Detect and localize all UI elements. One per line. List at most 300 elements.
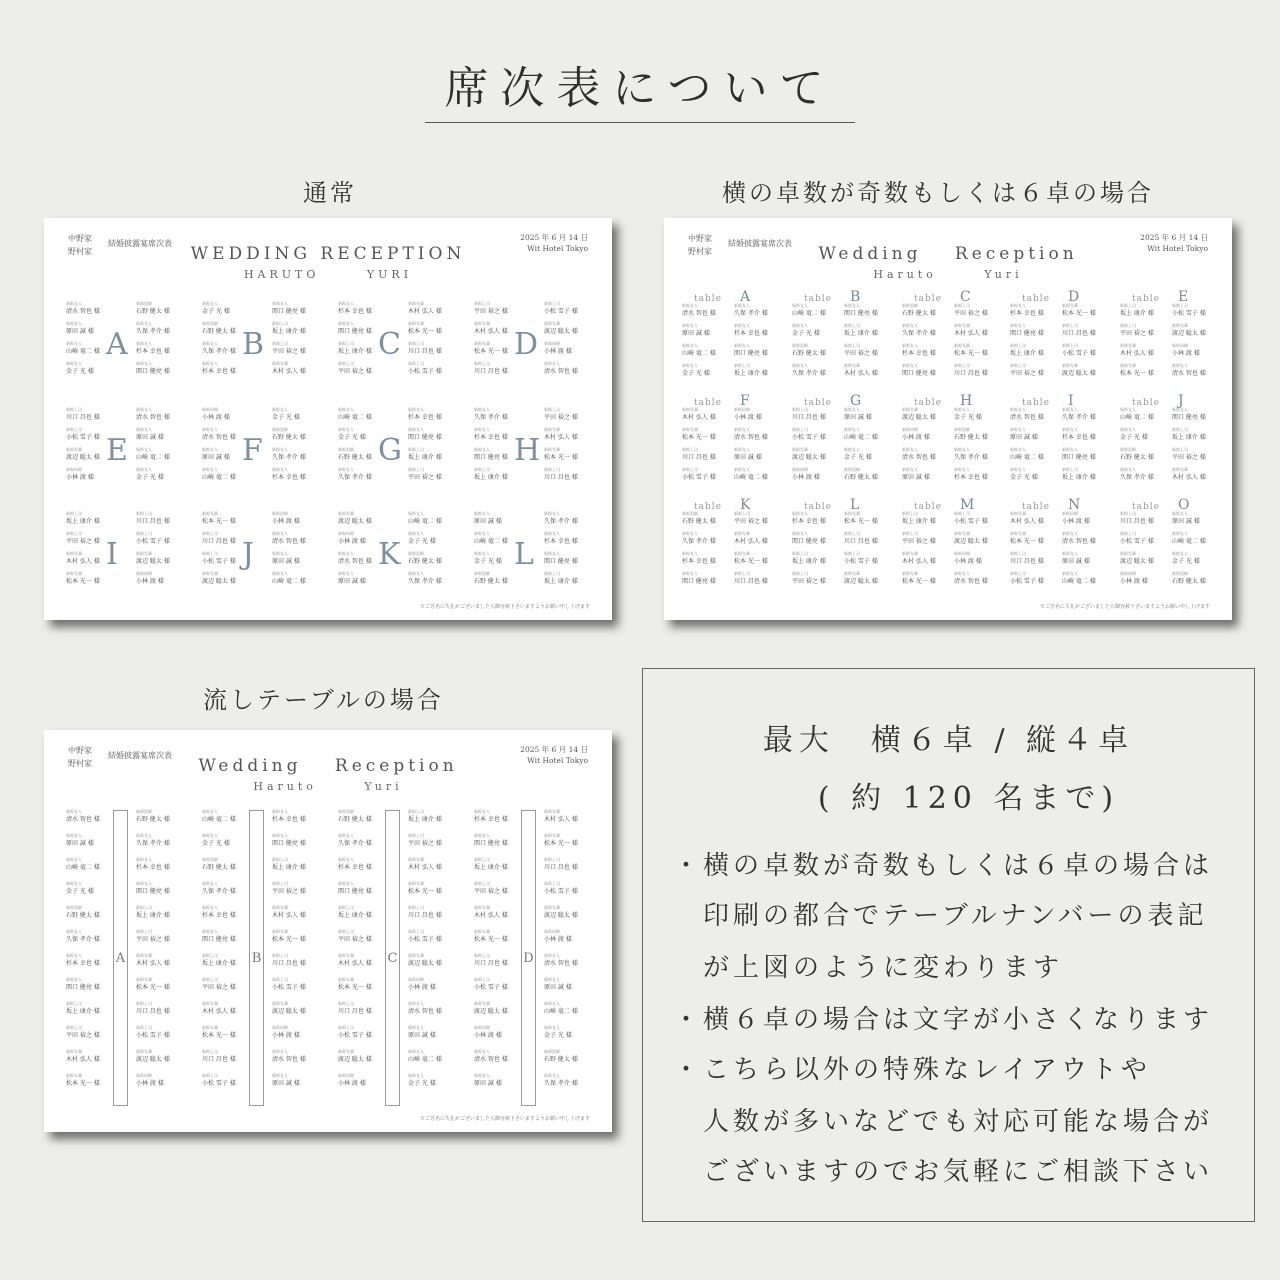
guest-name: 平田 裕之 様 — [792, 578, 826, 585]
guest-entry — [734, 446, 786, 466]
guest-entry — [544, 952, 596, 976]
guest-name: 木村 弘人 様 — [66, 558, 100, 565]
guest-name: 山崎 竜二 様 — [408, 1056, 442, 1063]
guest-title: 新郎友人 — [408, 531, 424, 536]
table-letter: B — [251, 951, 262, 966]
guest-list — [902, 510, 954, 590]
guest-name: 関口 健亮 様 — [272, 840, 306, 847]
guest-name: 坂上 康介 様 — [272, 328, 306, 335]
guest-name: 木村 弘人 様 — [408, 864, 442, 871]
guest-name: 小林 渡 様 — [792, 474, 820, 481]
guest-entry — [1120, 550, 1172, 570]
couple-names: Haruto Yuri — [873, 268, 1023, 281]
guest-entry — [1062, 510, 1114, 530]
long-table — [113, 810, 128, 1106]
guest-entry — [792, 406, 844, 426]
guest-title: 新郎恩師 — [338, 809, 354, 814]
guest-entry — [474, 466, 526, 486]
family-bride: 野村家 — [68, 759, 92, 768]
guest-name: 清水 智也 様 — [682, 310, 716, 317]
guest-entry — [954, 510, 1006, 530]
guest-entry — [1010, 446, 1062, 466]
guest-name: 渡辺 聡太 様 — [202, 578, 236, 585]
guest-title: 新郎先輩 — [338, 977, 354, 982]
guest-title: 新郎友人 — [1172, 511, 1188, 516]
guest-name: 金子 光 様 — [844, 454, 872, 461]
guest-name: 小松 雪子 様 — [844, 558, 878, 565]
guest-name: 小松 雪子 様 — [474, 984, 508, 991]
guest-entry — [734, 342, 786, 362]
guest-title: 新郎同僚 — [66, 467, 82, 472]
guest-title: 新郎恩師 — [202, 321, 218, 326]
guest-title: 新郎先輩 — [272, 1001, 288, 1006]
guest-title: 新郎恩師 — [272, 427, 288, 432]
guest-list — [1120, 302, 1172, 382]
guest-entry — [474, 952, 526, 976]
guest-title: 新郎上司 — [408, 905, 424, 910]
guest-name: 石野 健太 様 — [202, 864, 236, 871]
guest-entry — [792, 302, 844, 322]
guest-entry — [202, 360, 254, 380]
guest-entry — [408, 426, 460, 446]
table-word: table — [914, 398, 942, 408]
table-letter: D — [514, 327, 539, 362]
guest-name: 山崎 竜二 様 — [338, 414, 372, 421]
guest-entry — [902, 342, 954, 362]
long-table — [385, 810, 400, 1106]
guest-name: 金子 光 様 — [1120, 434, 1148, 441]
guest-list — [844, 406, 896, 486]
guest-title: 新郎上司 — [202, 1073, 218, 1078]
guest-title: 新郎友人 — [792, 303, 808, 308]
guest-title: 新郎上司 — [272, 881, 288, 886]
guest-title: 新郎上司 — [408, 467, 424, 472]
guest-name: 関口 健亮 様 — [544, 558, 578, 565]
guest-entry — [272, 550, 324, 570]
guest-list — [408, 808, 460, 1096]
guest-title: 新郎友人 — [544, 1001, 560, 1006]
guest-entry — [544, 880, 596, 904]
guest-name: 久保 孝介 様 — [338, 474, 372, 481]
guest-name: 杉本 幸也 様 — [408, 414, 442, 421]
guest-name: 渡辺 聡太 様 — [1062, 370, 1096, 377]
guest-list — [136, 808, 188, 1096]
info-note-2: 印刷の都合でテーブルナンバーの表記 — [673, 901, 1208, 931]
guest-name: 金子 光 様 — [792, 330, 820, 337]
guest-name: 川口 昌也 様 — [682, 454, 716, 461]
guest-entry — [408, 406, 460, 426]
guest-entry — [338, 360, 390, 380]
guest-name: 川口 昌也 様 — [202, 1056, 236, 1063]
guest-title: 新郎上司 — [136, 905, 152, 910]
guest-name: 渡辺 聡太 様 — [474, 1008, 508, 1015]
guest-entry — [1010, 406, 1062, 426]
guest-name: 原田 誠 様 — [734, 454, 762, 461]
guest-name: 渡辺 聡太 様 — [136, 1056, 170, 1063]
guest-name: 渡辺 聡太 様 — [338, 1056, 372, 1063]
guest-title: 新郎友人 — [844, 407, 860, 412]
guest-name: 坂上 康介 様 — [338, 348, 372, 355]
guest-title: 新郎友人 — [408, 1001, 424, 1006]
event-date: 2025 年 6 月 14 日 — [1140, 233, 1208, 242]
guest-entry — [66, 466, 118, 486]
guest-name: 久保 孝介 様 — [202, 348, 236, 355]
guest-entry — [338, 1000, 390, 1024]
guest-title: 新郎上司 — [682, 467, 698, 472]
guest-entry — [1120, 530, 1172, 550]
guest-title: 新郎上司 — [202, 551, 218, 556]
guest-title: 新郎先輩 — [902, 407, 918, 412]
guest-list — [474, 808, 526, 1096]
guest-entry — [792, 446, 844, 466]
guest-title: 新郎先輩 — [474, 341, 490, 346]
guest-entry — [734, 302, 786, 322]
guest-title: 新郎上司 — [66, 1001, 82, 1006]
table-letter: H — [959, 393, 973, 409]
guest-name: 山崎 竜二 様 — [682, 350, 716, 357]
guest-name: 金子 光 様 — [136, 474, 164, 481]
guest-name: 久保 孝介 様 — [136, 328, 170, 335]
guest-title: 新郎上司 — [1010, 343, 1026, 348]
guest-entry — [474, 832, 526, 856]
guest-name: 石野 健太 様 — [66, 912, 100, 919]
guest-title: 新郎先輩 — [272, 929, 288, 934]
guest-entry — [272, 1048, 324, 1072]
guest-name: 杉本 幸也 様 — [1062, 434, 1096, 441]
event-venue: Wit Hotel Tokyo — [527, 756, 588, 765]
guest-entry — [202, 880, 254, 904]
guest-name: 小林 渡 様 — [1062, 518, 1090, 525]
guest-title: 新郎先輩 — [1062, 363, 1078, 368]
guest-title: 新郎先輩 — [474, 929, 490, 934]
guest-entry — [902, 362, 954, 382]
table-word: table — [804, 502, 832, 512]
table-letter: I — [106, 537, 118, 572]
guest-entry — [844, 342, 896, 362]
guest-title: 新郎先輩 — [136, 1049, 152, 1054]
table-letter: A — [115, 951, 126, 966]
guest-name: 木村 弘人 様 — [202, 1008, 236, 1015]
guest-name: 石野 健太 様 — [272, 434, 306, 441]
guest-title: 新郎友人 — [544, 511, 560, 516]
guest-name: 杉本 幸也 様 — [338, 308, 372, 315]
guest-name: 木村 弘人 様 — [136, 960, 170, 967]
guest-title: 新郎恩師 — [902, 303, 918, 308]
guest-entry — [408, 340, 460, 360]
guest-title: 新郎上司 — [408, 341, 424, 346]
guest-list — [1062, 406, 1114, 486]
guest-name: 久保 孝介 様 — [408, 578, 442, 585]
guest-name: 関口 健亮 様 — [1010, 330, 1044, 337]
guest-title: 新郎先輩 — [338, 953, 354, 958]
guest-entry — [66, 510, 118, 530]
guest-name: 木村 弘人 様 — [734, 538, 768, 545]
guest-entry — [338, 510, 390, 530]
guest-title: 新郎友人 — [202, 427, 218, 432]
table-letter: F — [739, 393, 750, 409]
guest-title: 新郎恩師 — [1172, 571, 1188, 576]
guest-entry — [844, 302, 896, 322]
title-divider — [425, 122, 855, 123]
guest-list — [408, 300, 460, 380]
guest-title: 新郎友人 — [66, 857, 82, 862]
table-word: table — [1022, 294, 1050, 304]
guest-title: 新郎恩師 — [202, 857, 218, 862]
guest-title: 新郎上司 — [338, 361, 354, 366]
family-groom: 中野家 — [68, 746, 92, 755]
guest-title: 新郎友人 — [1010, 407, 1026, 412]
guest-title: 新郎上司 — [66, 407, 82, 412]
guest-name: 平田 裕之 様 — [734, 518, 768, 525]
guest-name: 久保 孝介 様 — [792, 370, 826, 377]
guest-entry — [272, 300, 324, 320]
guest-entry — [1062, 362, 1114, 382]
guest-name: 杉本 幸也 様 — [338, 864, 372, 871]
guest-entry — [902, 302, 954, 322]
guest-name: 松本 光一 様 — [408, 328, 442, 335]
guest-name: 松本 光一 様 — [682, 434, 716, 441]
guest-entry — [1120, 342, 1172, 362]
guest-name: 平田 裕之 様 — [408, 840, 442, 847]
guest-name: 小林 渡 様 — [1120, 578, 1148, 585]
table-letter: I — [1067, 393, 1074, 409]
event-venue: Wit Hotel Tokyo — [527, 244, 588, 253]
guest-entry — [136, 320, 188, 340]
guest-entry — [844, 322, 896, 342]
section-label-normal: 通常 — [303, 179, 357, 207]
guest-title: 新郎友人 — [902, 343, 918, 348]
guest-name: 渡辺 聡太 様 — [338, 518, 372, 525]
guest-title: 新郎友人 — [792, 363, 808, 368]
guest-entry — [1062, 426, 1114, 446]
guest-entry — [544, 976, 596, 1000]
guest-name: 金子 光 様 — [1172, 558, 1200, 565]
guest-entry — [544, 300, 596, 320]
guest-title: 新郎友人 — [682, 323, 698, 328]
guest-title: 新郎上司 — [408, 447, 424, 452]
guest-title: 新郎先輩 — [474, 905, 490, 910]
guest-entry — [272, 904, 324, 928]
guest-name: 原田 誠 様 — [408, 1032, 436, 1039]
guest-entry — [1172, 550, 1224, 570]
guest-entry — [1120, 426, 1172, 446]
guest-title: 新郎同僚 — [792, 467, 808, 472]
guest-name: 平田 裕之 様 — [66, 538, 100, 545]
guest-name: 原田 誠 様 — [474, 518, 502, 525]
guest-entry — [136, 1000, 188, 1024]
guest-title: 新郎先輩 — [338, 511, 354, 516]
guest-name: 石野 健太 様 — [792, 350, 826, 357]
table-letter: A — [739, 289, 751, 305]
guest-name: 金子 光 様 — [202, 840, 230, 847]
guest-entry — [136, 976, 188, 1000]
guest-entry — [1172, 510, 1224, 530]
guest-entry — [1062, 322, 1114, 342]
guest-name: 小松 雪子 様 — [1010, 578, 1044, 585]
guest-name: 関口 健亮 様 — [408, 434, 442, 441]
guest-entry — [844, 426, 896, 446]
guest-name: 坂上 康介 様 — [1120, 310, 1154, 317]
guest-title: 新郎上司 — [1010, 571, 1026, 576]
guest-title: 新郎先輩 — [66, 447, 82, 452]
guest-title: 新郎友人 — [544, 531, 560, 536]
guest-name: 関口 健亮 様 — [338, 888, 372, 895]
guest-list — [66, 808, 118, 1096]
guest-entry — [202, 856, 254, 880]
guest-list — [338, 808, 390, 1096]
guest-title: 新郎友人 — [734, 447, 750, 452]
guest-entry — [338, 832, 390, 856]
table-letter: B — [849, 289, 861, 305]
table-letter: K — [378, 537, 401, 572]
guest-entry — [136, 904, 188, 928]
guest-title: 新郎友人 — [202, 361, 218, 366]
guest-name: 関口 健亮 様 — [734, 350, 768, 357]
guest-name: 渡辺 聡太 様 — [272, 1008, 306, 1015]
guest-name: 久保 孝介 様 — [544, 518, 578, 525]
guest-name: 松本 光一 様 — [202, 1032, 236, 1039]
guest-title: 新郎友人 — [408, 1025, 424, 1030]
table-letter: A — [106, 327, 128, 362]
guest-entry — [202, 466, 254, 486]
guest-entry — [1062, 550, 1114, 570]
guest-title: 新郎友人 — [1062, 571, 1078, 576]
guest-list — [792, 302, 844, 382]
guest-name: 小林 渡 様 — [202, 414, 230, 421]
guest-title: 新郎上司 — [1120, 511, 1136, 516]
guest-list — [1120, 406, 1172, 486]
guest-entry — [408, 1048, 460, 1072]
table-letter: F — [242, 433, 263, 468]
guest-title: 新郎友人 — [474, 1073, 490, 1078]
guest-title: 新郎友人 — [202, 301, 218, 306]
guest-entry — [272, 320, 324, 340]
family-bride: 野村家 — [68, 247, 92, 256]
guest-name: 久保 孝介 様 — [544, 1080, 578, 1087]
guest-entry — [1062, 466, 1114, 486]
guest-entry — [954, 570, 1006, 590]
guest-title: 新郎上司 — [954, 363, 970, 368]
guest-name: 木村 弘人 様 — [338, 960, 372, 967]
guest-entry — [954, 362, 1006, 382]
guest-name: 山崎 竜二 様 — [272, 578, 306, 585]
guest-name: 原田 誠 様 — [66, 328, 94, 335]
guest-name: 石野 健太 様 — [338, 816, 372, 823]
guest-entry — [954, 406, 1006, 426]
guest-name: 石野 健太 様 — [338, 454, 372, 461]
guest-name: 松本 光一 様 — [902, 578, 936, 585]
table-letter: C — [387, 951, 398, 966]
guest-entry — [1010, 550, 1062, 570]
guest-title: 新郎上司 — [792, 407, 808, 412]
table-word: table — [1132, 294, 1160, 304]
guest-name: 川口 昌也 様 — [1062, 330, 1096, 337]
guest-name: 清水 智也 様 — [136, 414, 170, 421]
guest-name: 小林 渡 様 — [954, 558, 982, 565]
guest-name: 杉本 幸也 様 — [136, 864, 170, 871]
guest-entry — [1010, 342, 1062, 362]
guest-entry — [272, 856, 324, 880]
guest-title: 新郎友人 — [474, 407, 490, 412]
guest-entry — [1172, 446, 1224, 466]
guest-name: 小松 雪子 様 — [338, 1032, 372, 1039]
table-letter: M — [959, 497, 975, 513]
guest-title: 新郎友人 — [272, 301, 288, 306]
guest-name: 関口 健亮 様 — [474, 454, 508, 461]
guest-entry — [272, 976, 324, 1000]
guest-entry — [1120, 570, 1172, 590]
guest-entry — [202, 300, 254, 320]
guest-name: 平田 裕之 様 — [902, 538, 936, 545]
guest-title: 新郎友人 — [1172, 551, 1188, 556]
guest-title: 新郎先輩 — [408, 301, 424, 306]
guest-title: 新郎上司 — [1062, 467, 1078, 472]
guest-entry — [338, 406, 390, 426]
guest-entry — [202, 976, 254, 1000]
guest-name: 川口 昌也 様 — [474, 960, 508, 967]
guest-name: 坂上 康介 様 — [66, 518, 100, 525]
guest-name: 松本 光一 様 — [66, 1080, 100, 1087]
guest-name: 坂上 康介 様 — [202, 960, 236, 967]
guest-entry — [544, 406, 596, 426]
guest-name: 山崎 竜二 様 — [544, 1008, 578, 1015]
family-groom: 中野家 — [68, 234, 92, 243]
guest-title: 新郎恩師 — [474, 571, 490, 576]
guest-name: 川口 昌也 様 — [544, 474, 578, 481]
guest-name: 杉本 幸也 様 — [474, 434, 508, 441]
guest-name: 金子 光 様 — [66, 368, 94, 375]
guest-name: 清水 智也 様 — [408, 1008, 442, 1015]
guest-entry — [682, 510, 734, 530]
guest-name: 関口 健亮 様 — [272, 308, 306, 315]
guest-name: 川口 昌也 様 — [792, 414, 826, 421]
guest-title: 新郎友人 — [682, 571, 698, 576]
guest-title: 新郎上司 — [474, 881, 490, 886]
guest-title: 新郎上司 — [474, 857, 490, 862]
guest-title: 新郎友人 — [1120, 467, 1136, 472]
guest-title: 新郎友人 — [272, 467, 288, 472]
guest-name: 杉本 幸也 様 — [202, 912, 236, 919]
guest-title: 新郎友人 — [202, 881, 218, 886]
guest-list — [734, 510, 786, 590]
guest-title: 新郎上司 — [474, 361, 490, 366]
guest-entry — [1010, 426, 1062, 446]
guest-name: 金子 光 様 — [408, 538, 436, 545]
guest-name: 平田 裕之 様 — [544, 414, 578, 421]
guest-title: 新郎上司 — [1120, 303, 1136, 308]
guest-entry — [902, 446, 954, 466]
guest-entry — [902, 570, 954, 590]
guest-entry — [844, 550, 896, 570]
guest-title: 新郎友人 — [408, 1049, 424, 1054]
guest-title: 新郎恩師 — [544, 1049, 560, 1054]
guest-name: 関口 健亮 様 — [136, 888, 170, 895]
guest-list — [1120, 510, 1172, 590]
guest-entry — [682, 342, 734, 362]
guest-title: 新郎上司 — [474, 467, 490, 472]
guest-title: 新郎友人 — [902, 323, 918, 328]
guest-name: 小松 雪子 様 — [544, 888, 578, 895]
guest-entry — [66, 880, 118, 904]
guest-title: 新郎友人 — [1010, 303, 1026, 308]
guest-name: 関口 健亮 様 — [682, 578, 716, 585]
guest-entry — [66, 300, 118, 320]
chart-subtitle: 結婚披露宴席次表 — [728, 239, 792, 248]
guest-title: 新郎友人 — [338, 857, 354, 862]
guest-name: 杉本 幸也 様 — [544, 538, 578, 545]
guest-title: 新郎上司 — [202, 977, 218, 982]
guest-entry — [792, 466, 844, 486]
